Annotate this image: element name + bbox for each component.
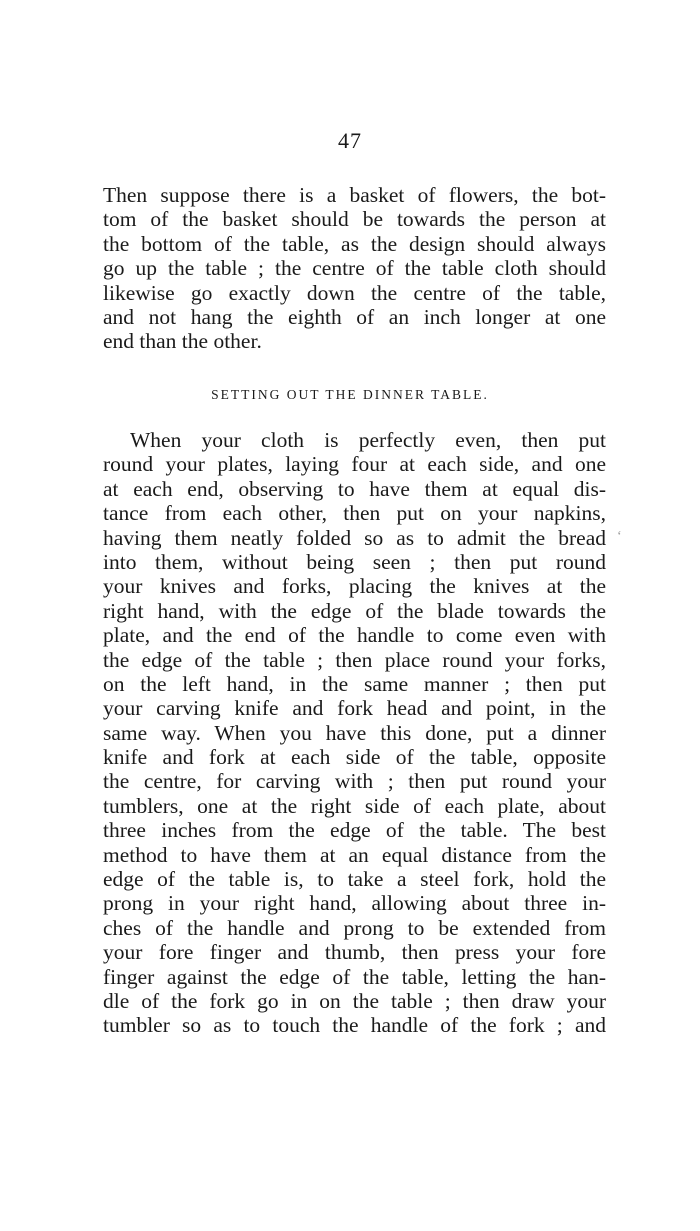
text-line: tom of the basket should be towards the person at [103,207,606,232]
text-line: go up the table ; the centre of the table cloth should [103,256,606,281]
text-line: round your plates, laying four at each side, and one [103,452,606,477]
text-line: the bottom of the table, as the design should always [103,231,606,256]
text-line: into them, without being seen ; then put round [103,549,606,574]
text-line: method to have them at an equal distance from the [103,842,606,867]
margin-mark: ‘ [617,529,622,544]
text-line: tance from each other, then put on your napkins, [103,501,606,526]
section-heading: SETTING OUT THE DINNER TABLE. [211,387,489,402]
text-line: ches of the handle and prong to be extended from [103,915,606,940]
text-line: plate, and the end of the handle to come even with [103,623,606,648]
text-line: your knives and forks, placing the knives at the [103,574,606,599]
text-line: your fore finger and thumb, then press your fore [103,940,606,965]
text-line: on the left hand, in the same manner ; then put [103,671,606,696]
text-line: same way. When you have this done, put a dinner [103,720,606,745]
page-number: 47 [338,128,362,153]
text-line: the edge of the table ; then place round your forks, [103,647,606,672]
text-line: tumbler so as to touch the handle of the fork ; and [103,1013,606,1038]
text-line: knife and fork at each side of the table, opposite [103,745,606,770]
text-line: three inches from the edge of the table. The best [103,818,606,843]
text-line: When your cloth is perfectly even, then put [130,428,606,452]
text-line: prong in your right hand, allowing about three in- [103,891,606,916]
text-line: your carving knife and fork head and point, in the [103,696,606,721]
paragraph-flowers [103,183,606,354]
text-line: the centre, for carving with ; then put round your [103,769,606,794]
text-line: dle of the fork go in on the table ; then draw your [103,988,606,1013]
text-line: finger against the edge of the table, letting the han- [103,964,606,989]
text-line: and not hang the eighth of an inch longer at one [103,304,606,329]
paragraph-dinner-table [103,428,606,1038]
text-line: edge of the table is, to take a steel fork, hold the [103,867,606,892]
text-line: end than the other. [103,329,262,354]
text-line: at each end, observing to have them at equal dis- [103,476,606,501]
text-line: likewise go exactly down the centre of the table, [103,280,606,305]
text-line: tumblers, one at the right side of each plate, about [103,793,606,818]
text-line: Then suppose there is a basket of flowers, the bot- [103,183,606,207]
text-line: having them neatly folded so as to admit the bread [103,525,606,550]
text-line: right hand, with the edge of the blade towards the [103,598,606,623]
